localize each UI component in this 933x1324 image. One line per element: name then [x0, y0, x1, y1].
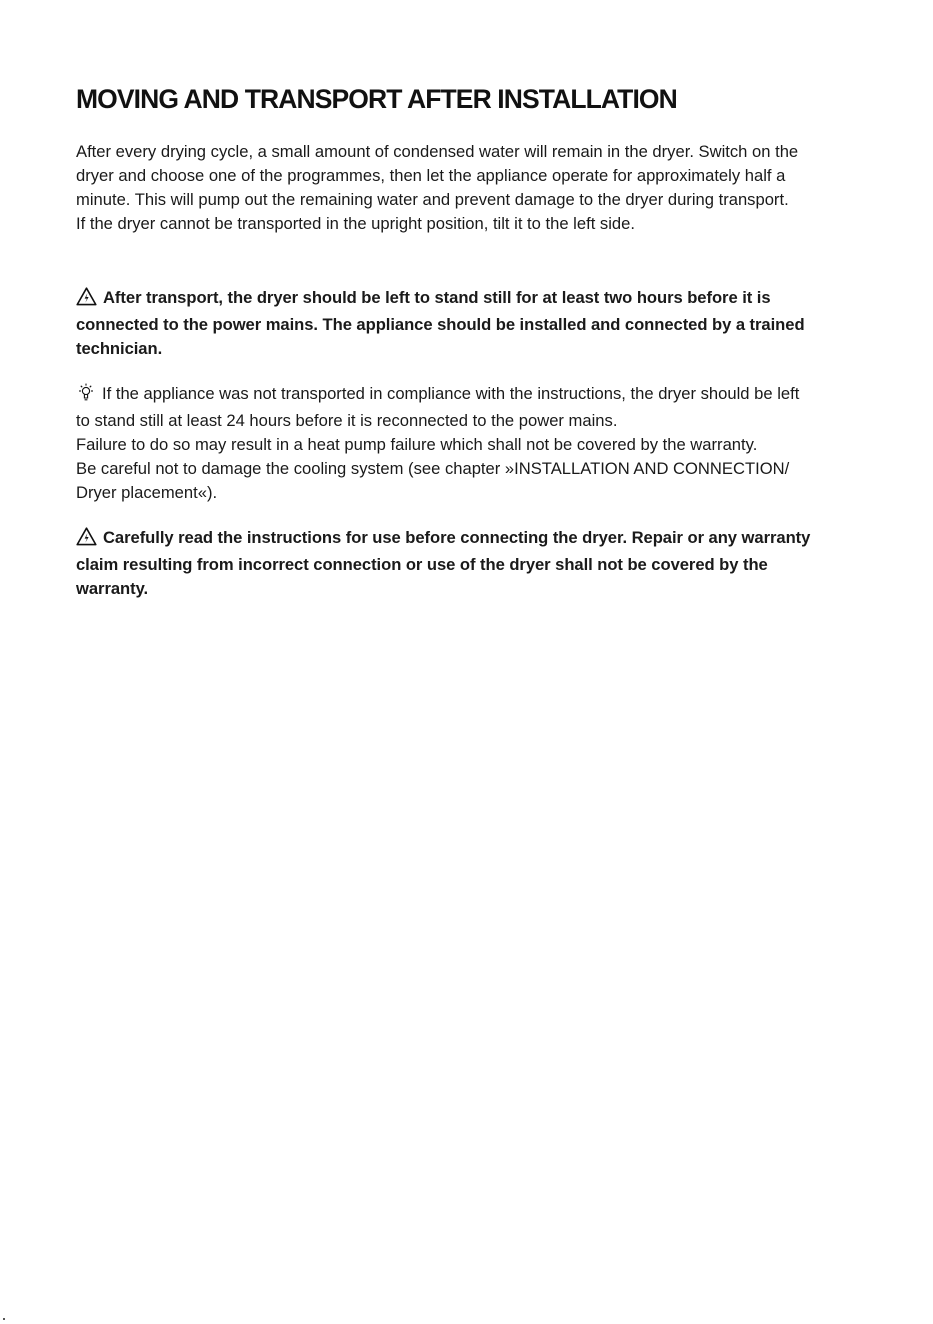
tip-paragraph — [76, 382, 799, 505]
tip-line: to stand still at least 24 hours before it is reconnected to the power mains. — [76, 411, 618, 430]
tip-line: Dryer placement«). — [76, 483, 218, 502]
intro-line: After every drying cycle, a small amount of condensed water will remain in the dryer. Switch on the — [76, 142, 799, 161]
transport-warning — [76, 286, 805, 361]
instructions-warning — [76, 526, 810, 601]
warning-line: technician. — [76, 339, 163, 358]
warning-line: connected to the power mains. The appliance should be installed and connected by a trained — [76, 315, 805, 334]
warning-line: warranty. — [76, 579, 149, 598]
intro-line: minute. This will pump out the remaining water and prevent damage to the dryer during transport. — [76, 190, 789, 209]
lightbulb-icon — [76, 383, 96, 409]
intro-line: dryer and choose one of the programmes, then let the appliance operate for approximately half a — [76, 166, 786, 185]
intro-paragraph — [76, 140, 798, 236]
page-title: MOVING AND TRANSPORT AFTER INSTALLATION — [76, 84, 677, 114]
tip-line: Failure to do so may result in a heat pump failure which shall not be covered by the warranty. — [76, 435, 758, 454]
warning-triangle-icon — [76, 527, 97, 553]
tip-line: Be careful not to damage the cooling system (see chapter »INSTALLATION AND CONNECTION/ — [76, 459, 790, 478]
warning-triangle-icon — [76, 287, 97, 313]
intro-line: If the dryer cannot be transported in the upright position, tilt it to the left side. — [76, 214, 635, 233]
warning-line: claim resulting from incorrect connection or use of the dryer shall not be covered by the — [76, 555, 768, 574]
warning-line: Carefully read the instructions for use before connecting the dryer. Repair or any warranty — [103, 528, 811, 547]
warning-line: After transport, the dryer should be left to stand still for at least two hours before it is — [103, 288, 771, 307]
tip-line: If the appliance was not transported in compliance with the instructions, the dryer should be left — [102, 384, 800, 403]
page-corner-mark — [3, 1318, 5, 1320]
